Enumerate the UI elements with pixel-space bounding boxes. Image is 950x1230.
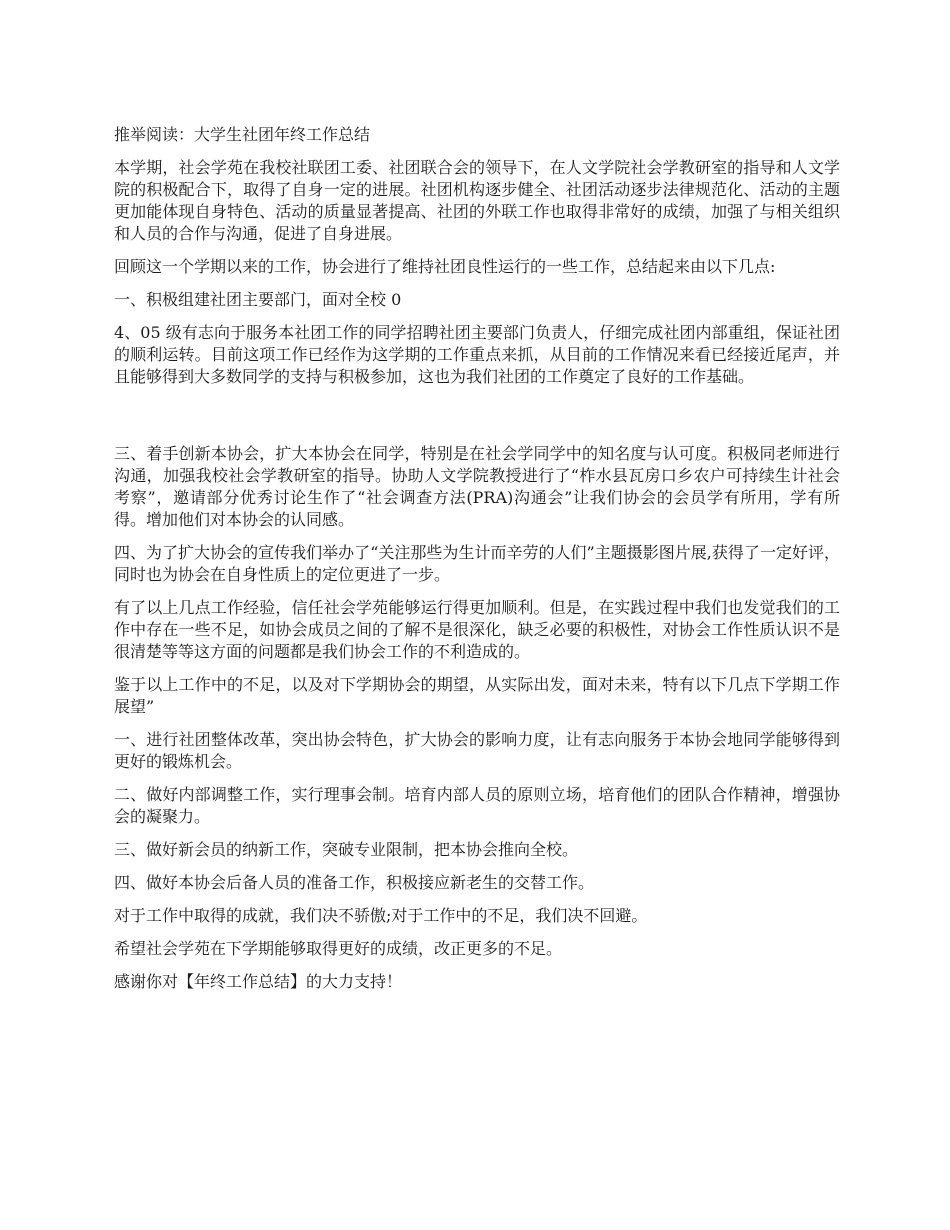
review-paragraph: 回顾这一个学期以来的工作，协会进行了维持社团良性运行的一些工作，总结起来由以下几点: xyxy=(114,257,776,276)
thanks-paragraph: 感谢你对【年终工作总结】的大力支持！ xyxy=(114,972,403,991)
shortcomings-paragraph: 有了以上几点工作经验，信任社会学苑能够运行得更加顺利。但是，在实践过程中我们也发觉我们的工作中存在一些不足，如协会成员之间的了解不是很深化，缺乏必要的积极性，对协会工作性质认识不是很清楚等等这方面的问题都是我们协会工作的不利造成的。 xyxy=(114,598,840,661)
point-four-paragraph: 四、为了扩大协会的宣传我们举办了“关注那些为生计而辛劳的人们”主题摄影图片展,获得了一定好评，同时也为协会在自身性质上的定位更进了一步。 xyxy=(114,543,840,584)
point-one-detail: 4、05 级有志向于服务本社团工作的同学招聘社团主要部门负责人，仔细完成社团内部重组，保证社团的顺利运转。目前这项工作已经作为这学期的工作重点来抓，从目前的工作情况来看已经接近尾声，并且能够得到大多数同学的支持与积极参加，这也为我们社团的工作奠定了良好的工作基础。 xyxy=(114,323,840,386)
outlook-item-four: 四、做好本协会后备人员的准备工作，积极接应新老生的交替工作。 xyxy=(114,873,595,892)
recommended-reading-line: 推举阅读：大学生社团年终工作总结 xyxy=(114,125,371,144)
attitude-paragraph: 对于工作中取得的成就，我们决不骄傲;对于工作中的不足，我们决不回避。 xyxy=(114,906,648,925)
outlook-intro-paragraph: 鉴于以上工作中的不足，以及对下学期协会的期望，从实际出发，面对未来，特有以下几点下学期工作展望” xyxy=(114,675,840,716)
document-body xyxy=(114,124,840,1004)
point-one-heading: 一、积极组建社团主要部门，面对全校 0 xyxy=(114,290,402,309)
outlook-item-three: 三、做好新会员的纳新工作，突破专业限制，把本协会推向全校。 xyxy=(114,840,579,859)
outlook-item-one: 一、进行社团整体改革，突出协会特色，扩大协会的影响力度，让有志向服务于本协会地同学能够得到更好的锻炼机会。 xyxy=(114,730,840,771)
outlook-item-two: 二、做好内部调整工作，实行理事会制。培育内部人员的原则立场，培育他们的团队合作精神，增强协会的凝聚力。 xyxy=(114,785,840,826)
point-three-paragraph: 三、着手创新本协会，扩大本协会在同学，特别是在社会学同学中的知名度与认可度。积极同老师进行沟通，加强我校社会学教研室的指导。协助人文学院教授进行了“柞水县瓦房口乡农户可持续生计社会考察”，邀请部分优秀讨论生作了“社会调查方法(PRA)沟通会”让我们协会的会员学有所用，学有所得。增加他们对本协会的认同感。 xyxy=(114,444,840,529)
intro-paragraph: 本学期，社会学苑在我校社联团工委、社团联合会的领导下，在人文学院社会学教研室的指导和人文学院的积极配合下，取得了自身一定的进展。社团机构逐步健全、社团活动逐步法律规范化、活动的主题更加能体现自身特色、活动的质量显著提高、社团的外联工作也取得非常好的成绩，加强了与相关组织和人员的合作与沟通，促进了自身进展。 xyxy=(114,158,840,243)
hope-paragraph: 希望社会学苑在下学期能够取得更好的成绩，改正更多的不足。 xyxy=(114,939,563,958)
